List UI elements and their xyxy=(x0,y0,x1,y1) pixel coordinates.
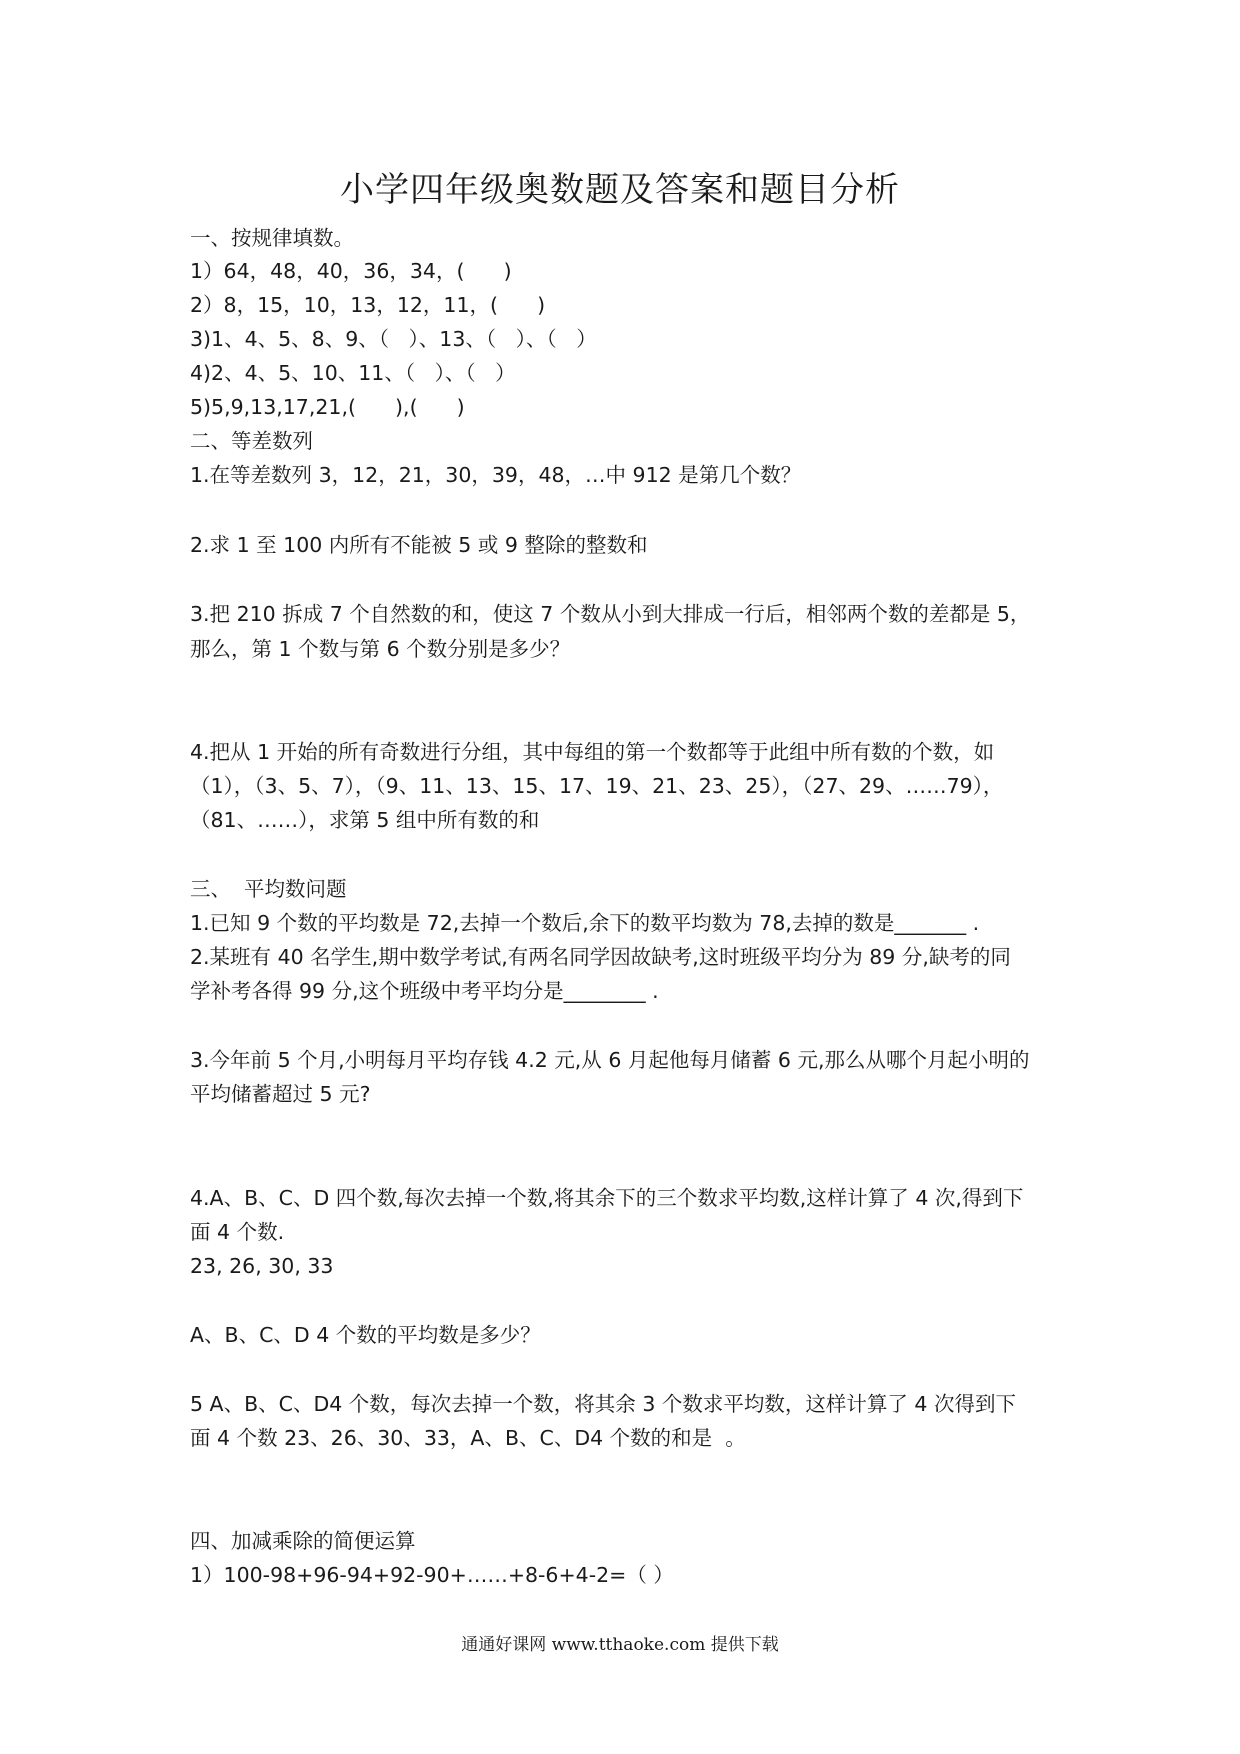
question-line: 面 4 个数 23、26、30、33，A、B、C、D4 个数的和是 。 xyxy=(190,1426,746,1450)
question-line: 1.已知 9 个数的平均数是 72,去掉一个数后,余下的数平均数为 78,去掉的数是_______ . xyxy=(190,911,980,935)
question-line: 平均储蓄超过 5 元? xyxy=(190,1082,371,1106)
question-line: 那么，第 1 个数与第 6 个数分别是多少？ xyxy=(190,637,571,661)
question-line: （1），（3、5、7），（9、11、13、15、17、19、21、23、25），（27、29、……79）， xyxy=(190,774,1004,798)
question-line: 2.某班有 40 名学生,期中数学考试,有两名同学因故缺考,这时班级平均分为 89 分,缺考的同 xyxy=(190,945,1011,969)
question-line: 23, 26, 30, 33 xyxy=(190,1254,334,1278)
page-title: 小学四年级奥数题及答案和题目分析 xyxy=(340,170,900,210)
question-line: 4)2、4、5、10、11、（ ）、（ ） xyxy=(190,361,516,385)
question-line: 面 4 个数. xyxy=(190,1220,285,1244)
section-heading: 四、加减乘除的简便运算 xyxy=(190,1529,416,1553)
question-line: 学补考各得 99 分,这个班级中考平均分是________ . xyxy=(190,979,659,1003)
question-line: 4.A、B、C、D 四个数,每次去掉一个数,将其余下的三个数求平均数,这样计算了 4 次,得到下 xyxy=(190,1186,1024,1210)
section-heading: 二、等差数列 xyxy=(190,429,313,453)
question-line: 2.求 1 至 100 内所有不能被 5 或 9 整除的整数和 xyxy=(190,533,648,557)
question-line: （81、……），求第 5 组中所有数的和 xyxy=(190,808,540,832)
question-line: 3.把 210 拆成 7 个自然数的和，使这 7 个数从小到大排成一行后，相邻两个数的差都是 5， xyxy=(190,602,1031,626)
question-line: 3.今年前 5 个月,小明每月平均存钱 4.2 元,从 6 月起他每月储蓄 6 元,那么从哪个月起小明的 xyxy=(190,1048,1030,1072)
question-line: 5 A、B、C、D4 个数，每次去掉一个数，将其余 3 个数求平均数，这样计算了 4 次得到下 xyxy=(190,1392,1016,1416)
question-line: A、B、C、D 4 个数的平均数是多少？ xyxy=(190,1323,541,1347)
question-line: 2）8，15，10，13，12，11，( ) xyxy=(190,293,546,317)
question-line: 3)1、4、5、8、9、（ ）、13、（ ）、（ ） xyxy=(190,327,597,351)
question-line: 4.把从 1 开始的所有奇数进行分组，其中每组的第一个数都等于此组中所有数的个数，如 xyxy=(190,740,995,764)
question-line: 1）64，48，40，36，34，( ) xyxy=(190,259,512,283)
footer-credit: 通通好课网 www.tthaoke.com 提供下载 xyxy=(461,1635,779,1655)
section-heading: 三、 平均数问题 xyxy=(190,877,347,901)
section-heading: 一、按规律填数。 xyxy=(190,226,354,250)
question-line: 5)5,9,13,17,21,( ),( ) xyxy=(190,395,465,419)
question-line: 1.在等差数列 3，12，21，30，39，48，…中 912 是第几个数？ xyxy=(190,463,802,487)
question-line: 1）100-98+96-94+92-90+……+8-6+4-2=（ ） xyxy=(190,1563,674,1587)
